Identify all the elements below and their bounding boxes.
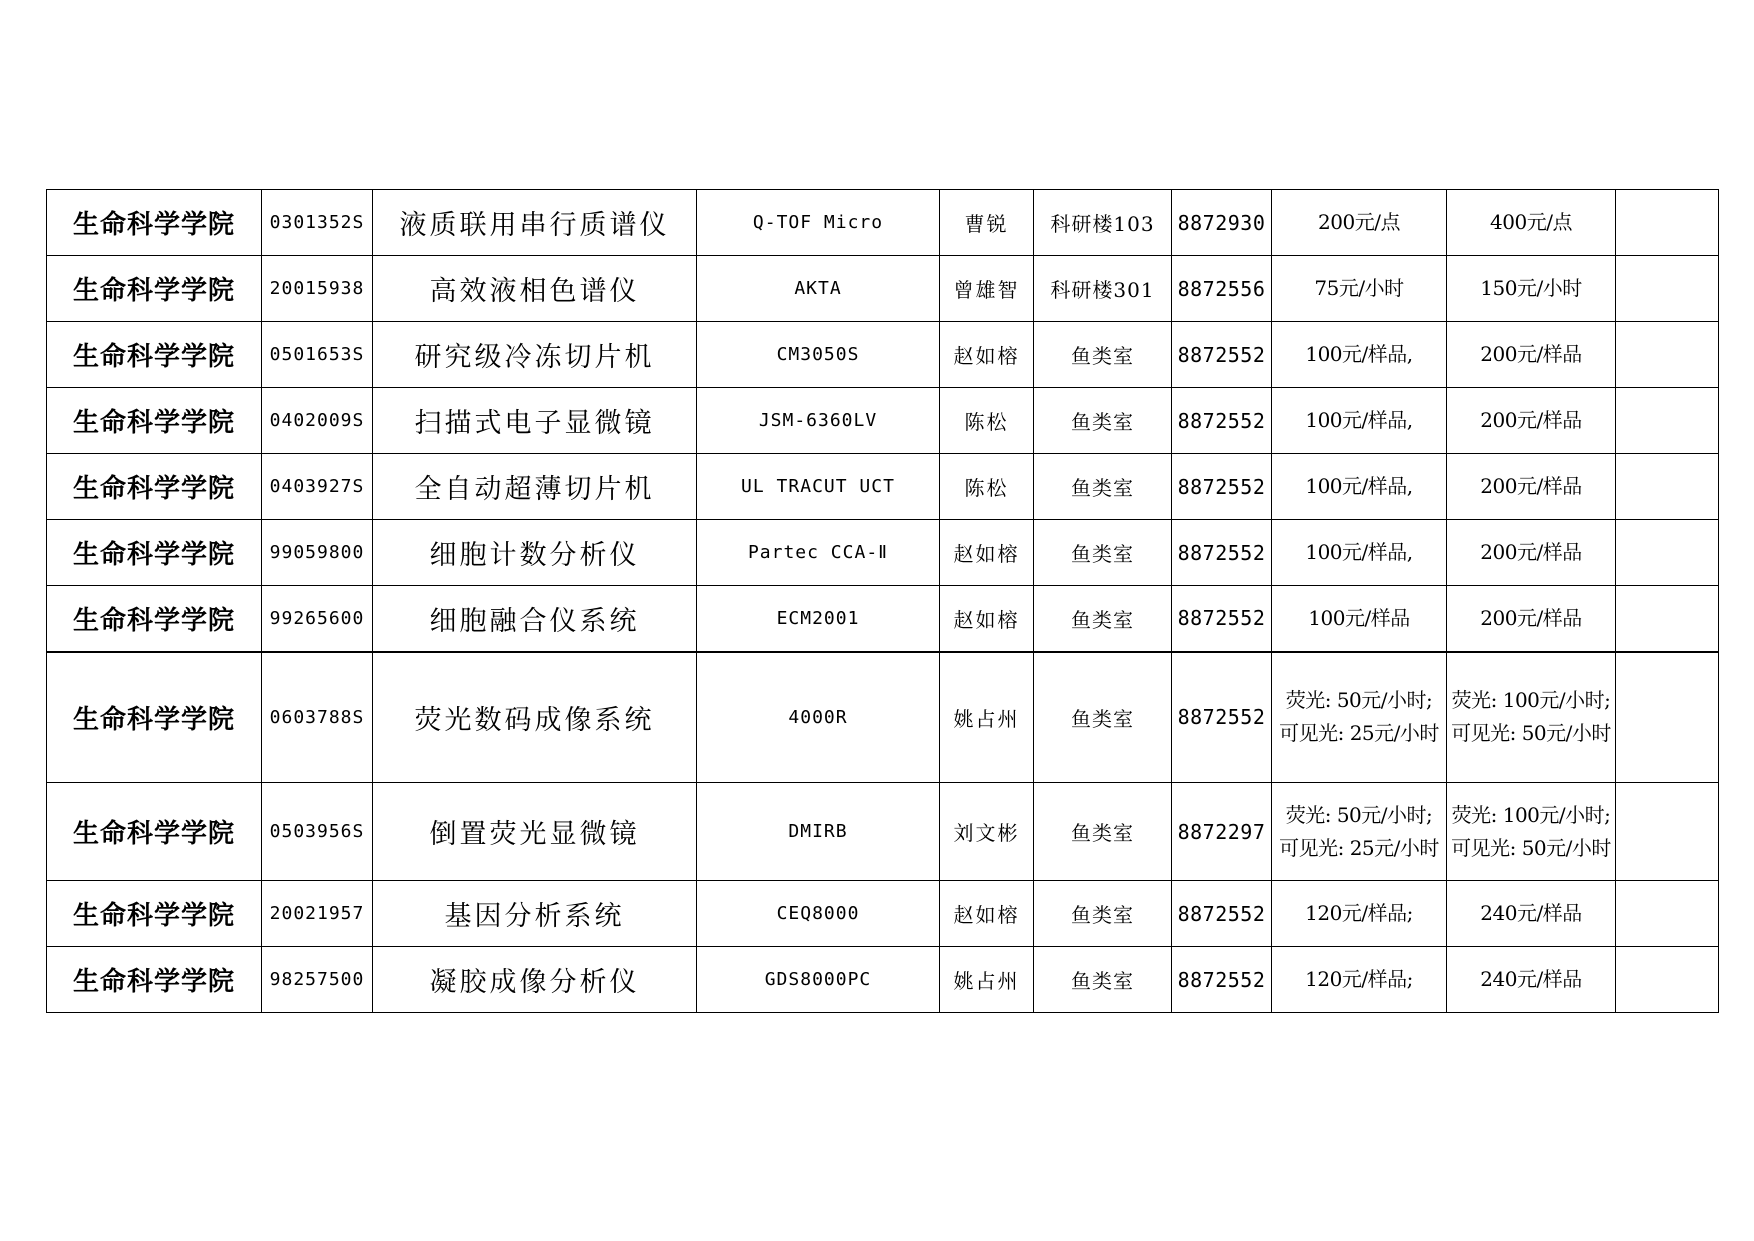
table-row <box>47 881 1719 947</box>
college-cell: 生命科学学院 <box>47 520 262 586</box>
table-row <box>47 454 1719 520</box>
internal-fee-cell: 荧光: 50元/小时; 可见光: 25元/小时 <box>1272 652 1447 783</box>
asset-code-cell: 20015938 <box>262 256 373 322</box>
instrument-name-cell: 液质联用串行质谱仪 <box>373 190 697 256</box>
note-cell <box>1616 947 1719 1013</box>
contact-person-cell: 曹锐 <box>940 190 1034 256</box>
college-cell: 生命科学学院 <box>47 388 262 454</box>
phone-cell: 8872552 <box>1172 322 1272 388</box>
model-cell: JSM-6360LV <box>697 388 940 454</box>
instrument-name-cell: 细胞计数分析仪 <box>373 520 697 586</box>
model-cell: 4000R <box>697 652 940 783</box>
table-row <box>47 947 1719 1013</box>
note-cell <box>1616 881 1719 947</box>
model-cell: GDS8000PC <box>697 947 940 1013</box>
location-cell: 科研楼103 <box>1034 190 1172 256</box>
contact-person-cell: 赵如榕 <box>940 322 1034 388</box>
asset-code-cell: 98257500 <box>262 947 373 1013</box>
external-fee-cell: 150元/小时 <box>1447 256 1616 322</box>
phone-cell: 8872552 <box>1172 881 1272 947</box>
instrument-name-cell: 细胞融合仪系统 <box>373 586 697 652</box>
asset-code-cell: 0603788S <box>262 652 373 783</box>
contact-person-cell: 刘文彬 <box>940 783 1034 881</box>
contact-person-cell: 陈松 <box>940 388 1034 454</box>
model-cell: ECM2001 <box>697 586 940 652</box>
model-cell: CEQ8000 <box>697 881 940 947</box>
college-cell: 生命科学学院 <box>47 652 262 783</box>
contact-person-cell: 赵如榕 <box>940 586 1034 652</box>
external-fee-cell: 240元/样品 <box>1447 881 1616 947</box>
note-cell <box>1616 652 1719 783</box>
phone-cell: 8872552 <box>1172 652 1272 783</box>
instrument-name-cell: 荧光数码成像系统 <box>373 652 697 783</box>
phone-cell: 8872552 <box>1172 520 1272 586</box>
table-row <box>47 652 1719 783</box>
college-cell: 生命科学学院 <box>47 190 262 256</box>
table-row <box>47 520 1719 586</box>
asset-code-cell: 99059800 <box>262 520 373 586</box>
note-cell <box>1616 783 1719 881</box>
location-cell: 鱼类室 <box>1034 586 1172 652</box>
internal-fee-cell: 120元/样品; <box>1272 881 1447 947</box>
asset-code-cell: 99265600 <box>262 586 373 652</box>
external-fee-cell: 荧光: 100元/小时; 可见光: 50元/小时 <box>1447 652 1616 783</box>
internal-fee-cell: 200元/点 <box>1272 190 1447 256</box>
college-cell: 生命科学学院 <box>47 881 262 947</box>
phone-cell: 8872552 <box>1172 454 1272 520</box>
internal-fee-cell: 100元/样品 <box>1272 586 1447 652</box>
instrument-name-cell: 倒置荧光显微镜 <box>373 783 697 881</box>
location-cell: 鱼类室 <box>1034 520 1172 586</box>
phone-cell: 8872297 <box>1172 783 1272 881</box>
contact-person-cell: 姚占州 <box>940 652 1034 783</box>
contact-person-cell: 曾雄智 <box>940 256 1034 322</box>
table-row <box>47 586 1719 652</box>
asset-code-cell: 20021957 <box>262 881 373 947</box>
college-cell: 生命科学学院 <box>47 783 262 881</box>
location-cell: 鱼类室 <box>1034 322 1172 388</box>
asset-code-cell: 0501653S <box>262 322 373 388</box>
internal-fee-cell: 100元/样品, <box>1272 322 1447 388</box>
note-cell <box>1616 388 1719 454</box>
external-fee-cell: 200元/样品 <box>1447 586 1616 652</box>
phone-cell: 8872556 <box>1172 256 1272 322</box>
location-cell: 鱼类室 <box>1034 454 1172 520</box>
model-cell: UL TRACUT UCT <box>697 454 940 520</box>
instrument-name-cell: 全自动超薄切片机 <box>373 454 697 520</box>
external-fee-cell: 240元/样品 <box>1447 947 1616 1013</box>
phone-cell: 8872552 <box>1172 947 1272 1013</box>
model-cell: Q-TOF Micro <box>697 190 940 256</box>
college-cell: 生命科学学院 <box>47 322 262 388</box>
note-cell <box>1616 586 1719 652</box>
internal-fee-cell: 荧光: 50元/小时; 可见光: 25元/小时 <box>1272 783 1447 881</box>
note-cell <box>1616 322 1719 388</box>
note-cell <box>1616 454 1719 520</box>
contact-person-cell: 赵如榕 <box>940 520 1034 586</box>
external-fee-cell: 200元/样品 <box>1447 388 1616 454</box>
internal-fee-cell: 120元/样品; <box>1272 947 1447 1013</box>
contact-person-cell: 姚占州 <box>940 947 1034 1013</box>
contact-person-cell: 赵如榕 <box>940 881 1034 947</box>
table-row <box>47 783 1719 881</box>
note-cell <box>1616 190 1719 256</box>
model-cell: AKTA <box>697 256 940 322</box>
location-cell: 鱼类室 <box>1034 947 1172 1013</box>
external-fee-cell: 荧光: 100元/小时; 可见光: 50元/小时 <box>1447 783 1616 881</box>
note-cell <box>1616 520 1719 586</box>
location-cell: 鱼类室 <box>1034 388 1172 454</box>
instrument-name-cell: 研究级冷冻切片机 <box>373 322 697 388</box>
internal-fee-cell: 100元/样品, <box>1272 520 1447 586</box>
asset-code-cell: 0403927S <box>262 454 373 520</box>
contact-person-cell: 陈松 <box>940 454 1034 520</box>
model-cell: DMIRB <box>697 783 940 881</box>
instrument-name-cell: 凝胶成像分析仪 <box>373 947 697 1013</box>
location-cell: 鱼类室 <box>1034 881 1172 947</box>
location-cell: 鱼类室 <box>1034 783 1172 881</box>
instrument-name-cell: 扫描式电子显微镜 <box>373 388 697 454</box>
external-fee-cell: 200元/样品 <box>1447 322 1616 388</box>
location-cell: 鱼类室 <box>1034 652 1172 783</box>
phone-cell: 8872930 <box>1172 190 1272 256</box>
phone-cell: 8872552 <box>1172 586 1272 652</box>
external-fee-cell: 400元/点 <box>1447 190 1616 256</box>
note-cell <box>1616 256 1719 322</box>
instrument-name-cell: 基因分析系统 <box>373 881 697 947</box>
phone-cell: 8872552 <box>1172 388 1272 454</box>
college-cell: 生命科学学院 <box>47 947 262 1013</box>
external-fee-cell: 200元/样品 <box>1447 520 1616 586</box>
college-cell: 生命科学学院 <box>47 256 262 322</box>
internal-fee-cell: 75元/小时 <box>1272 256 1447 322</box>
internal-fee-cell: 100元/样品, <box>1272 388 1447 454</box>
equipment-table <box>46 189 1719 1013</box>
internal-fee-cell: 100元/样品, <box>1272 454 1447 520</box>
college-cell: 生命科学学院 <box>47 454 262 520</box>
location-cell: 科研楼301 <box>1034 256 1172 322</box>
table-row <box>47 322 1719 388</box>
table-row <box>47 256 1719 322</box>
asset-code-cell: 0503956S <box>262 783 373 881</box>
asset-code-cell: 0301352S <box>262 190 373 256</box>
model-cell: Partec CCA-Ⅱ <box>697 520 940 586</box>
instrument-name-cell: 高效液相色谱仪 <box>373 256 697 322</box>
external-fee-cell: 200元/样品 <box>1447 454 1616 520</box>
college-cell: 生命科学学院 <box>47 586 262 652</box>
table-row <box>47 388 1719 454</box>
table-row <box>47 190 1719 256</box>
model-cell: CM3050S <box>697 322 940 388</box>
asset-code-cell: 0402009S <box>262 388 373 454</box>
